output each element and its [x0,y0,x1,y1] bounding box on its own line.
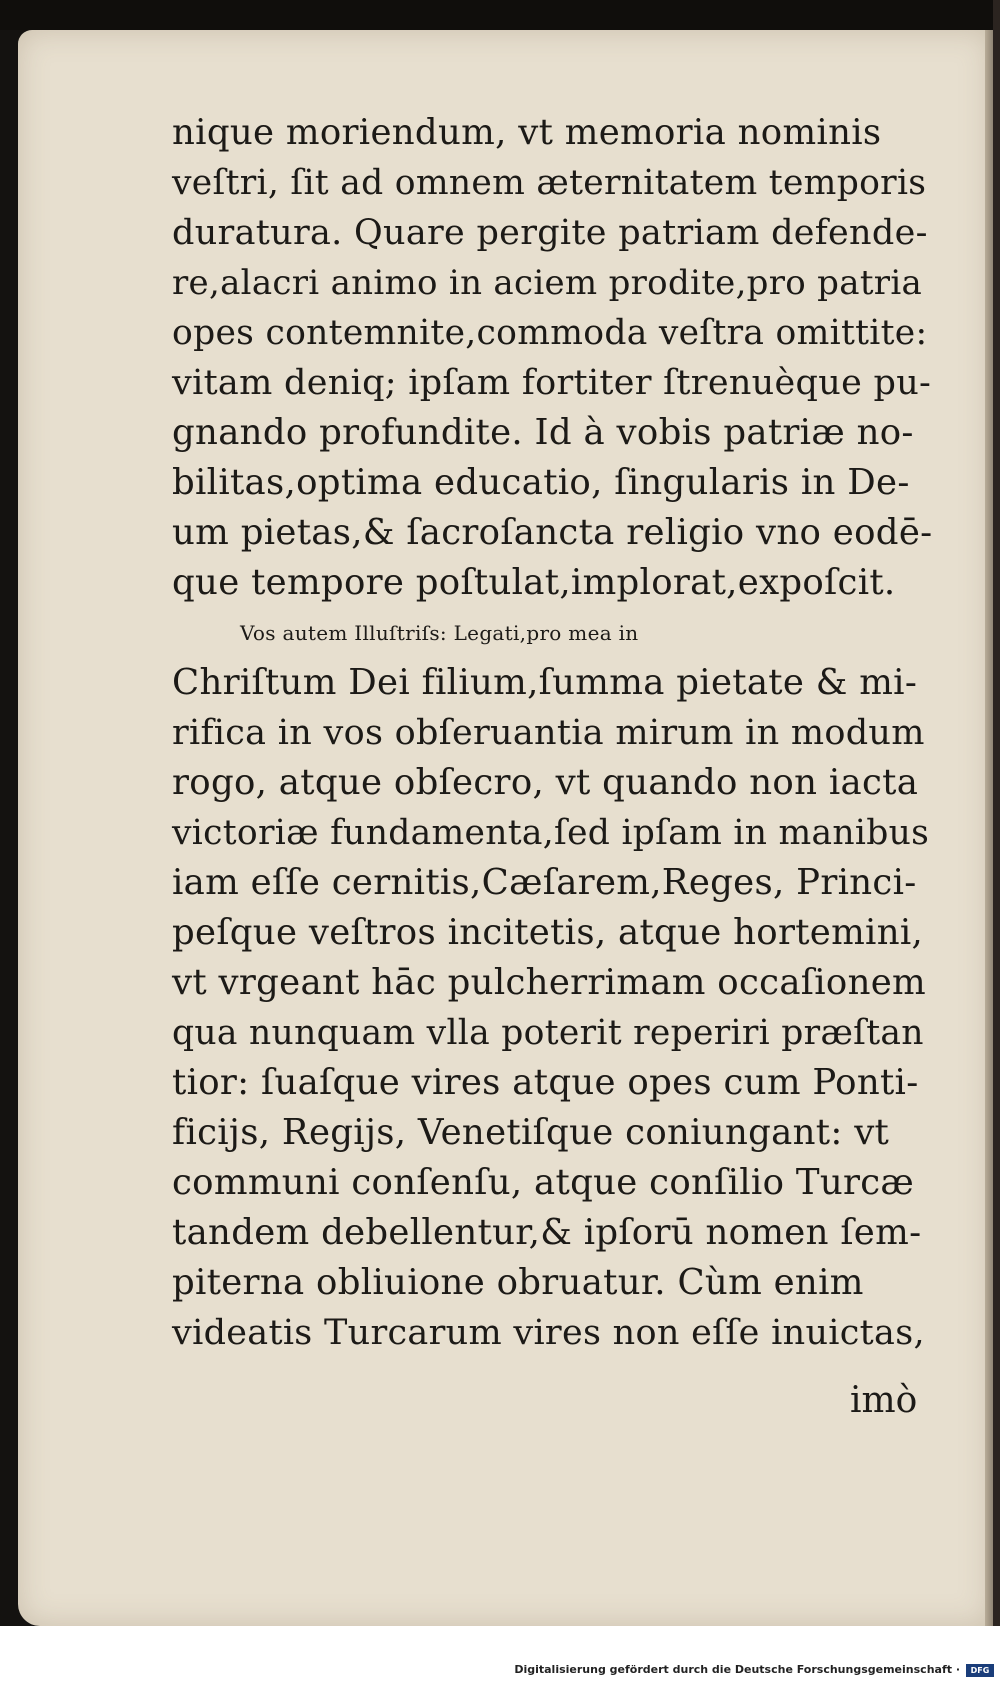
text-line: re,alacri animo in aciem prodite,pro patria [172,263,923,303]
page-text [172,108,932,1358]
text-line: tandem debellentur,& ipſorū nomen ſem- [172,1212,922,1253]
text-line: gnando profundite. Id à vobis patriæ no- [172,412,914,453]
text-line: rogo, atque obſecro, vt quando non iacta [172,762,919,803]
text-line: um pietas,& ſacroſancta religio vno eodē- [172,512,933,553]
text-line: opes contemnite,commoda veſtra omittite: [172,313,928,353]
text-line: bilitas,optima educatio, ſingularis in De- [172,462,910,503]
text-line: qua nunquam vlla poterit reperiri præſtan [172,1013,924,1053]
text-line: tior: ſuaſque vires atque opes cum Ponti- [172,1062,919,1103]
text-line: communi conſenſu, atque conſilio Turcæ [172,1162,915,1203]
scan-top-border [0,0,1000,30]
text-line: Chriſtum Dei filium,ſumma pietate & mi- [172,662,918,703]
text-line: videatis Turcarum vires non eſſe inuictas, [172,1313,925,1353]
text-line: que tempore poſtulat,implorat,expoſcit. [172,562,896,603]
digitization-credit: Digitalisierung gefördert durch die Deutsche Forschungsgemeinschaft · [514,1663,960,1676]
text-line: duratura. Quare pergite patriam defende- [172,213,928,253]
text-line: iam eſſe cernitis,Cæſarem,Reges, Princi- [172,862,917,903]
text-line: vt vrgeant hāc pulcherrimam occaſionem [172,962,927,1003]
text-line: ficijs, Regijs, Venetiſque coniungant: vt [172,1112,890,1153]
text-line: Vos autem Illuſtriſs: Legati,pro mea in [240,621,639,645]
catchword: imò [850,1380,918,1421]
text-line: vitam deniq; ipſam fortiter ſtrenuèque pu- [172,363,932,403]
scan-right-border [993,0,1000,1682]
footer-bar [0,1626,1000,1682]
text-line: piterna obliuione obruatur. Cùm enim [172,1262,864,1303]
text-line: peſque veſtros incitetis, atque hortemini, [172,912,924,953]
text-line: victoriæ fundamenta,ſed ipſam in manibus [172,813,930,853]
dfg-logo-icon: DFG [966,1664,994,1677]
text-line: nique moriendum, vt memoria nominis [172,112,882,153]
text-line: veſtri, ſit ad omnem æternitatem temporis [172,163,927,203]
text-line: rifica in vos obſeruantia mirum in modum [172,713,925,753]
